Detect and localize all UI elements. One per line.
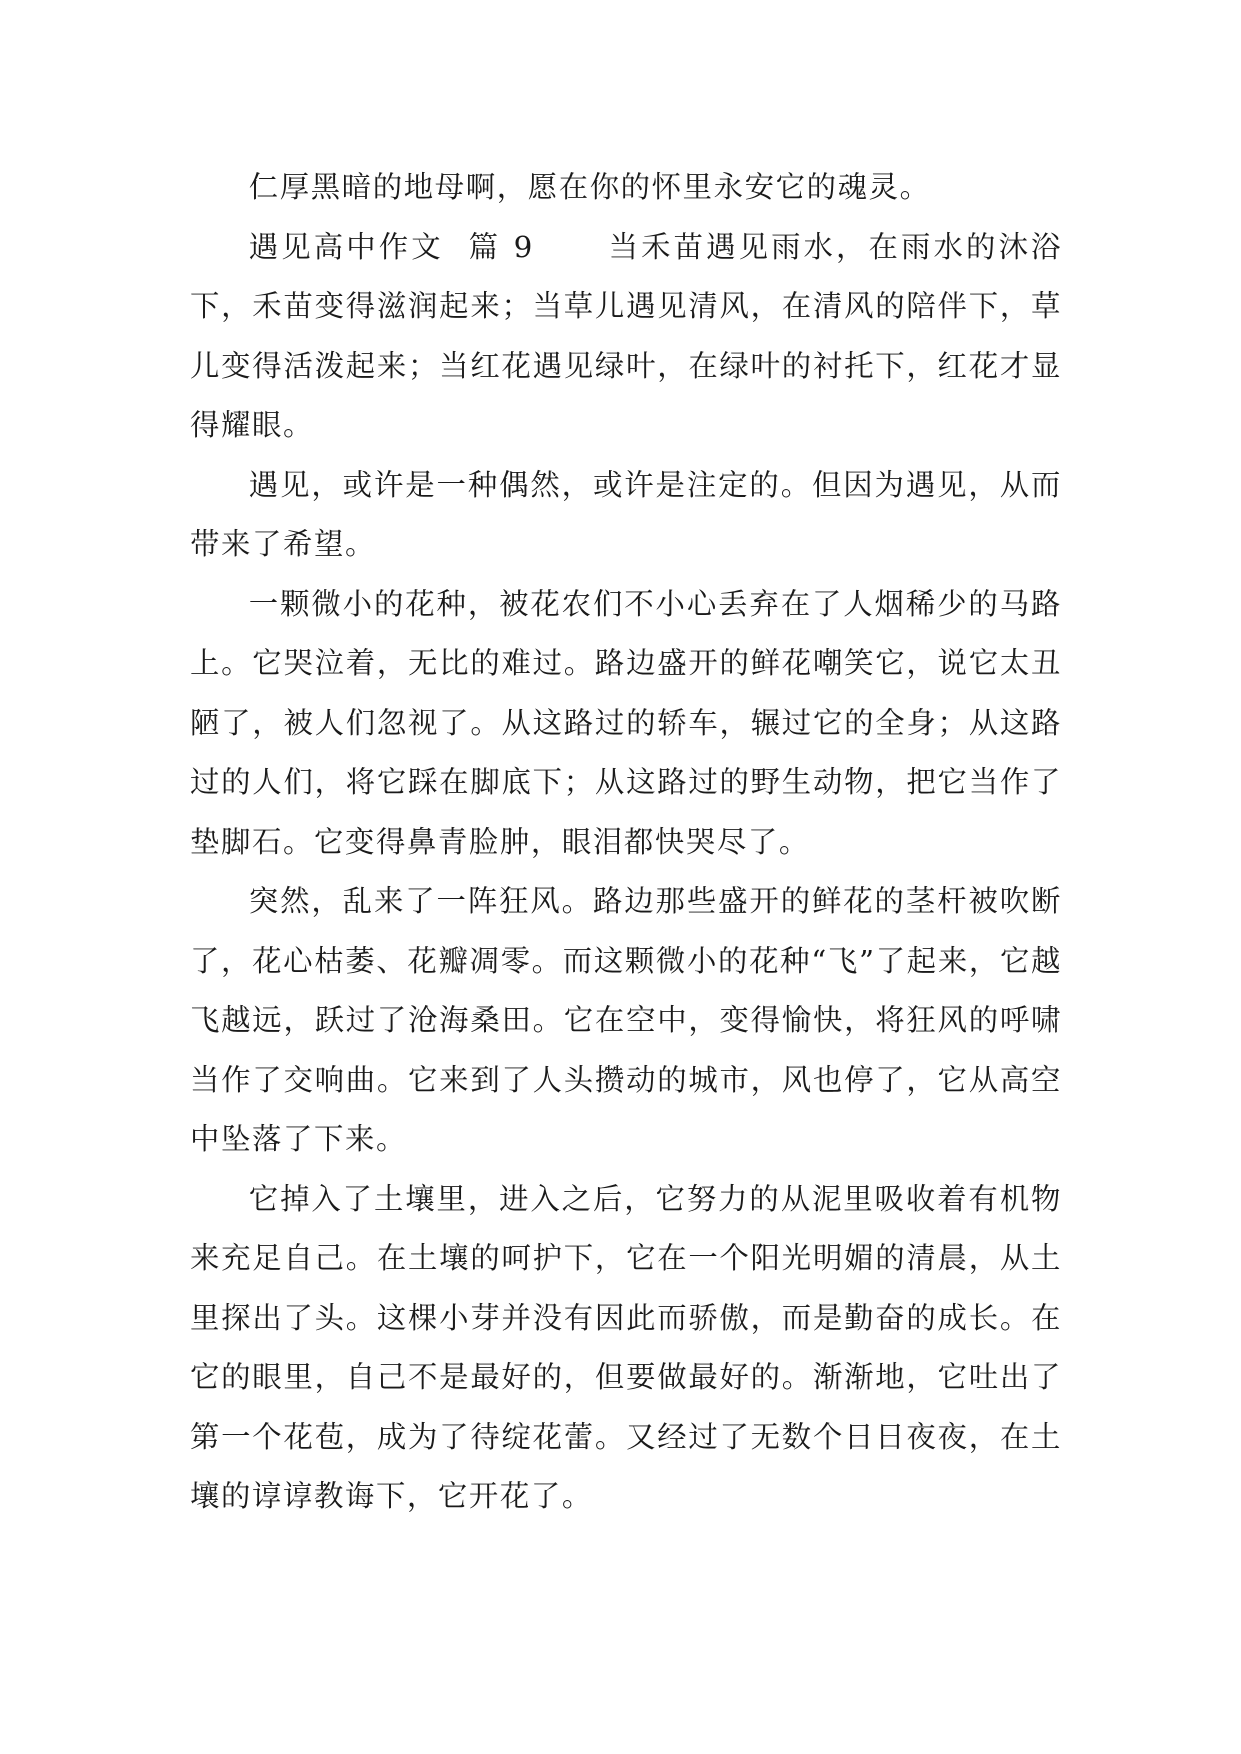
section-9-paragraph <box>190 218 1062 456</box>
article-body <box>190 158 1062 1527</box>
heading-gap <box>534 230 609 264</box>
paragraph-6: 它掉入了土壤里，进入之后，它努力的从泥里吸收着有机物来充足自己。在土壤的呵护下，它在一个阳光明媚的清晨，从土里探出了头。这棵小芽并没有因此而骄傲，而是勤奋的成长。在它的眼里，自己不是最好的，但要做最好的。渐渐地，它吐出了第一个花苞，成为了待绽花蕾。又经过了无数个日日夜夜，在土壤的谆谆教诲下，它开花了。 <box>190 1181 1062 1513</box>
paragraph-3: 遇见，或许是一种偶然，或许是注定的。但因为遇见，从而带来了希望。 <box>190 467 1062 561</box>
section-heading: 遇见高中作文 篇 9 <box>248 229 534 264</box>
paragraph-5: 突然，乱来了一阵狂风。路边那些盛开的鲜花的茎杆被吹断了，花心枯萎、花瓣凋零。而这颗微小的花种“飞”了起来，它越飞越远，跃过了沧海桑田。它在空中，变得愉快，将狂风的呼啸当作了交响曲。它来到了人头攒动的城市，风也停了，它从高空中坠落了下来。 <box>190 884 1062 1156</box>
section-9-intro-text: 当禾苗遇见雨水，在雨水的沐浴下，禾苗变得滋润起来；当草儿遇见清风，在清风的陪伴下，草儿变得活泼起来；当红花遇见绿叶，在绿叶的衬托下，红花才显得耀眼。 <box>190 229 1063 442</box>
paragraph-4: 一颗微小的花种，被花农们不小心丢弃在了人烟稀少的马路上。它哭泣着，无比的难过。路边盛开的鲜花嘲笑它，说它太丑陋了，被人们忽视了。从这路过的轿车，辗过它的全身；从这路过的人们，将它踩在脚底下；从这路过的野生动物，把它当作了垫脚石。它变得鼻青脸肿，眼泪都快哭尽了。 <box>190 586 1062 859</box>
paragraph-1: 仁厚黑暗的地母啊，愿在你的怀里永安它的魂灵。 <box>248 170 931 204</box>
